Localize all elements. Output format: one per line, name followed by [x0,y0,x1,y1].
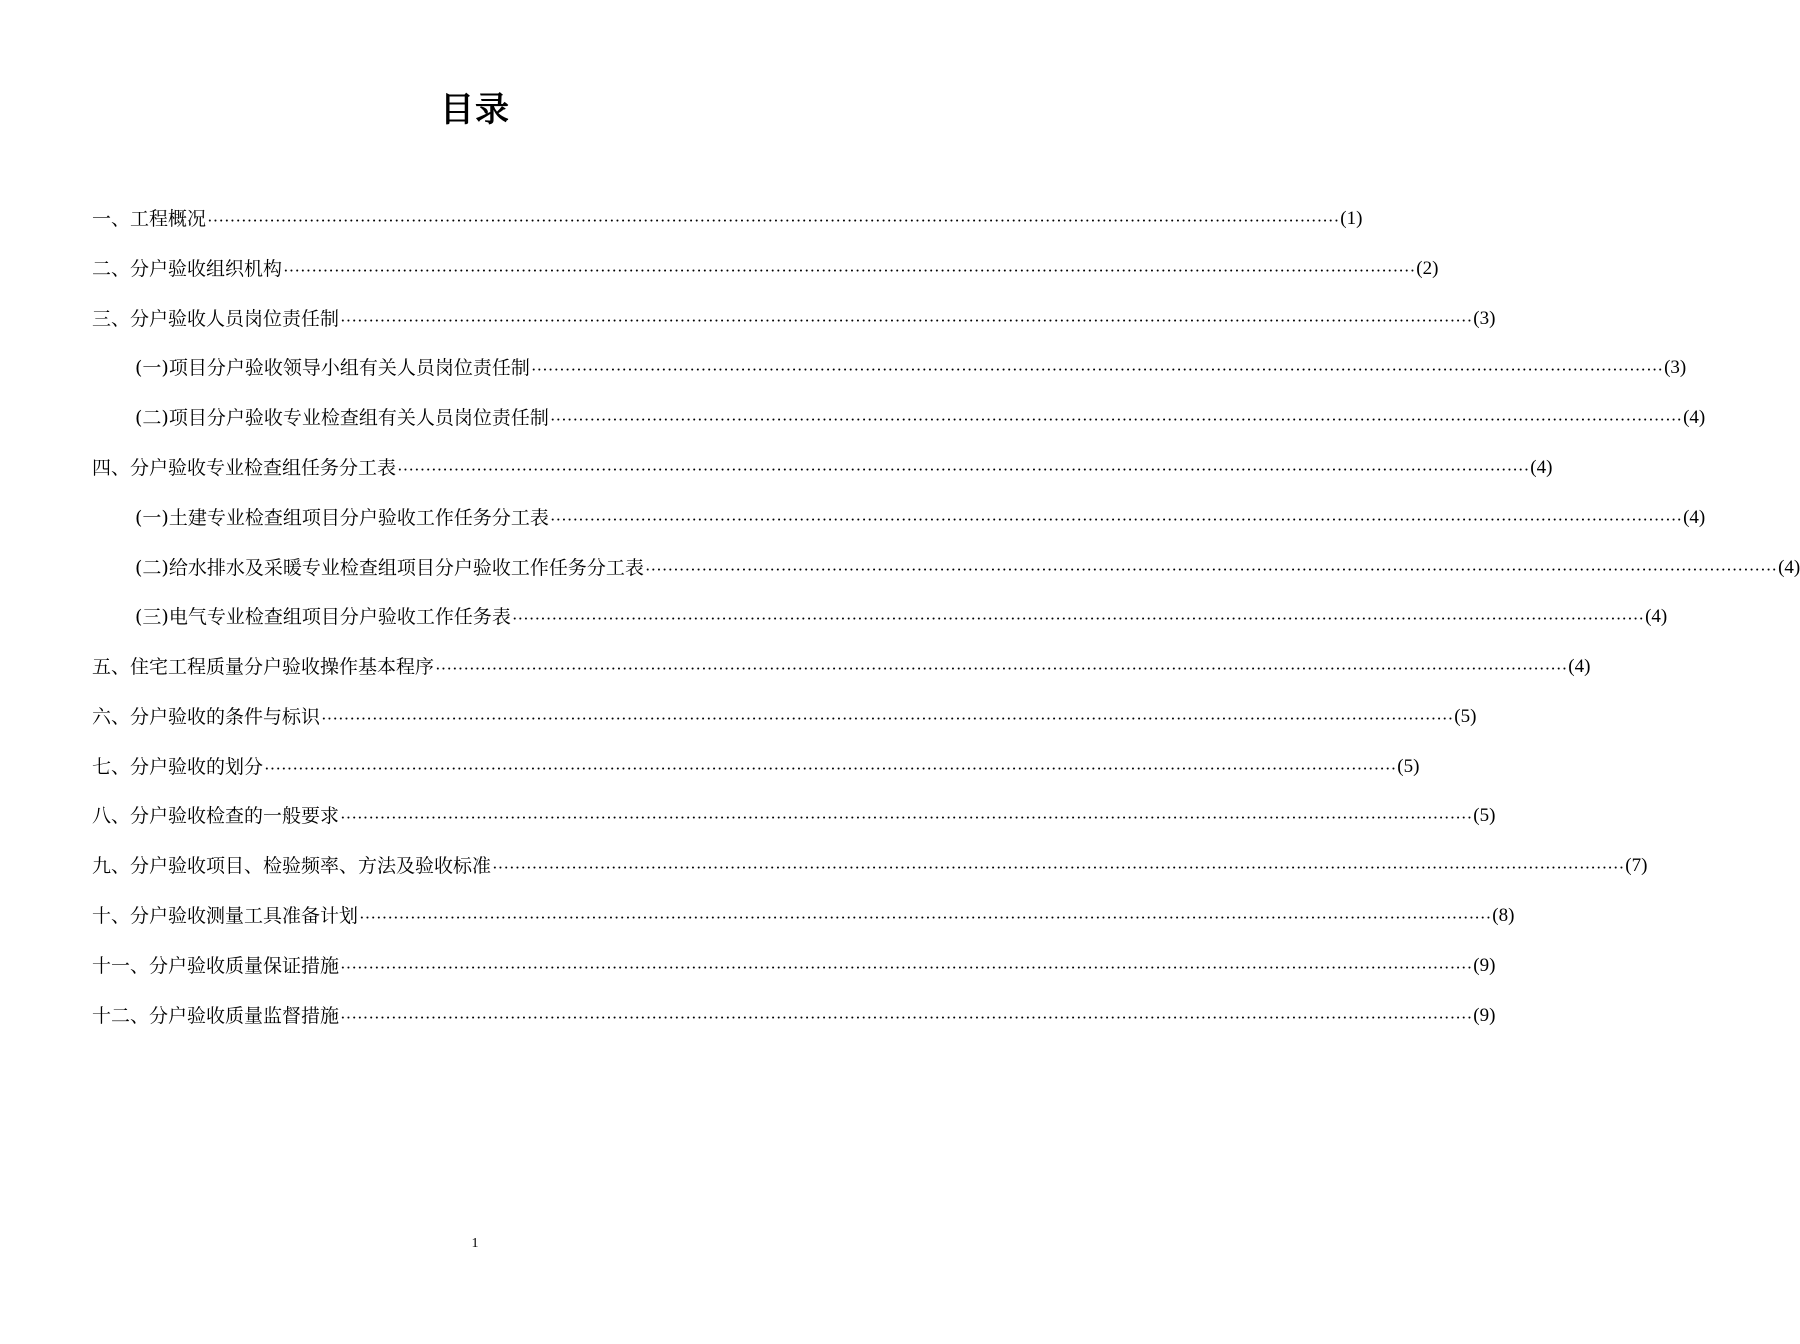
toc-entry-8[interactable] [92,799,1496,833]
toc-entry-11[interactable] [92,949,1496,983]
toc-entry-page: (3) [1473,308,1496,329]
toc-dot-leader: ········································································································································································································ [359,908,1492,927]
toc-entry-text: (一)项目分户验收领导小组有关人员岗位责任制 [135,357,530,379]
toc-entry-4-2[interactable] [135,551,1800,585]
toc-entry-page: (4) [1568,656,1591,677]
toc-entry-text: (一)土建专业检查组项目分户验收工作任务分工表 [135,507,549,529]
toc-entry-text: 九、分户验收项目、检验频率、方法及验收标准 [92,855,492,877]
toc-entry-6[interactable] [92,700,1477,734]
toc-dot-leader: ········································································································································································································ [340,958,1473,977]
toc-entry-page: (4) [1530,457,1553,478]
toc-entry-text: (二)给水排水及采暖专业检查组项目分户验收工作任务分工表 [135,557,644,579]
page-number: 1 [471,1236,479,1251]
toc-entry-2[interactable] [92,252,1439,286]
toc-entry-page: (5) [1397,756,1420,777]
toc-entry-page: (9) [1473,1005,1496,1026]
toc-entry-3[interactable] [92,302,1496,336]
toc-dot-leader: ········································································································································································································ [435,659,1568,678]
toc-entry-page: (1) [1340,208,1363,229]
toc-dot-leader: ········································································································································································································ [530,360,1664,379]
toc-entry-1[interactable] [92,202,1363,236]
toc-dot-leader: ········································································································································································································ [283,261,1416,280]
toc-entry-12[interactable] [92,999,1496,1033]
toc-entry-text: 二、分户验收组织机构 [92,258,283,280]
toc-entry-page: (4) [1645,606,1668,627]
page-title: 目录 [440,90,510,130]
toc-entry-text: 十二、分户验收质量监督措施 [92,1005,340,1027]
toc-entry-text: 十一、分户验收质量保证措施 [92,955,340,977]
toc-entry-page: (8) [1492,905,1515,926]
toc-entry-7[interactable] [92,750,1420,784]
toc-entry-4-3[interactable] [135,600,1668,634]
toc-dot-leader: ········································································································································································································ [492,858,1625,877]
toc-dot-leader: ········································································································································································································ [340,311,1473,330]
toc-entry-4[interactable] [92,451,1553,485]
toc-entry-page: (7) [1625,855,1648,876]
toc-dot-leader: ········································································································································································································ [644,560,1778,579]
toc-entry-text: (二)项目分户验收专业检查组有关人员岗位责任制 [135,407,549,429]
toc-dot-leader: ········································································································································································································ [264,759,1397,778]
toc-entry-3-2[interactable] [135,401,1706,435]
toc-entry-page: (5) [1473,805,1496,826]
toc-entry-10[interactable] [92,899,1515,933]
toc-dot-leader: ········································································································································································································ [549,510,1683,529]
toc-entry-page: (9) [1473,955,1496,976]
toc-entry-text: 三、分户验收人员岗位责任制 [92,308,340,330]
toc-entry-page: (3) [1664,357,1687,378]
toc-entry-4-1[interactable] [135,501,1706,535]
toc-dot-leader: ········································································································································································································ [321,709,1454,728]
toc-entry-page: (5) [1454,706,1477,727]
toc-dot-leader: ········································································································································································································ [397,460,1530,479]
toc-dot-leader: ········································································································································································································ [549,410,1683,429]
toc-entry-text: 六、分户验收的条件与标识 [92,706,321,728]
toc-entry-3-1[interactable] [135,351,1687,385]
toc-entry-text: 四、分户验收专业检查组任务分工表 [92,457,397,479]
toc-entry-text: (三)电气专业检查组项目分户验收工作任务表 [135,606,511,628]
toc-dot-leader: ········································································································································································································ [340,808,1473,827]
toc-entry-text: 一、工程概况 [92,208,207,230]
toc-entry-text: 八、分户验收检查的一般要求 [92,805,340,827]
toc-entry-text: 五、住宅工程质量分户验收操作基本程序 [92,656,435,678]
toc-dot-leader: ········································································································································································································ [340,1008,1473,1027]
toc-dot-leader: ········································································································································································································ [511,609,1645,628]
toc-entry-text: 十、分户验收测量工具准备计划 [92,905,359,927]
toc-entry-page: (4) [1778,557,1800,578]
toc-entry-9[interactable] [92,849,1648,883]
toc-entry-5[interactable] [92,650,1591,684]
toc-entry-page: (4) [1683,407,1706,428]
toc-entry-text: 七、分户验收的划分 [92,756,264,778]
toc-entry-page: (4) [1683,507,1706,528]
toc-entry-page: (2) [1416,258,1439,279]
toc-dot-leader: ········································································································································································································ [207,211,1340,230]
